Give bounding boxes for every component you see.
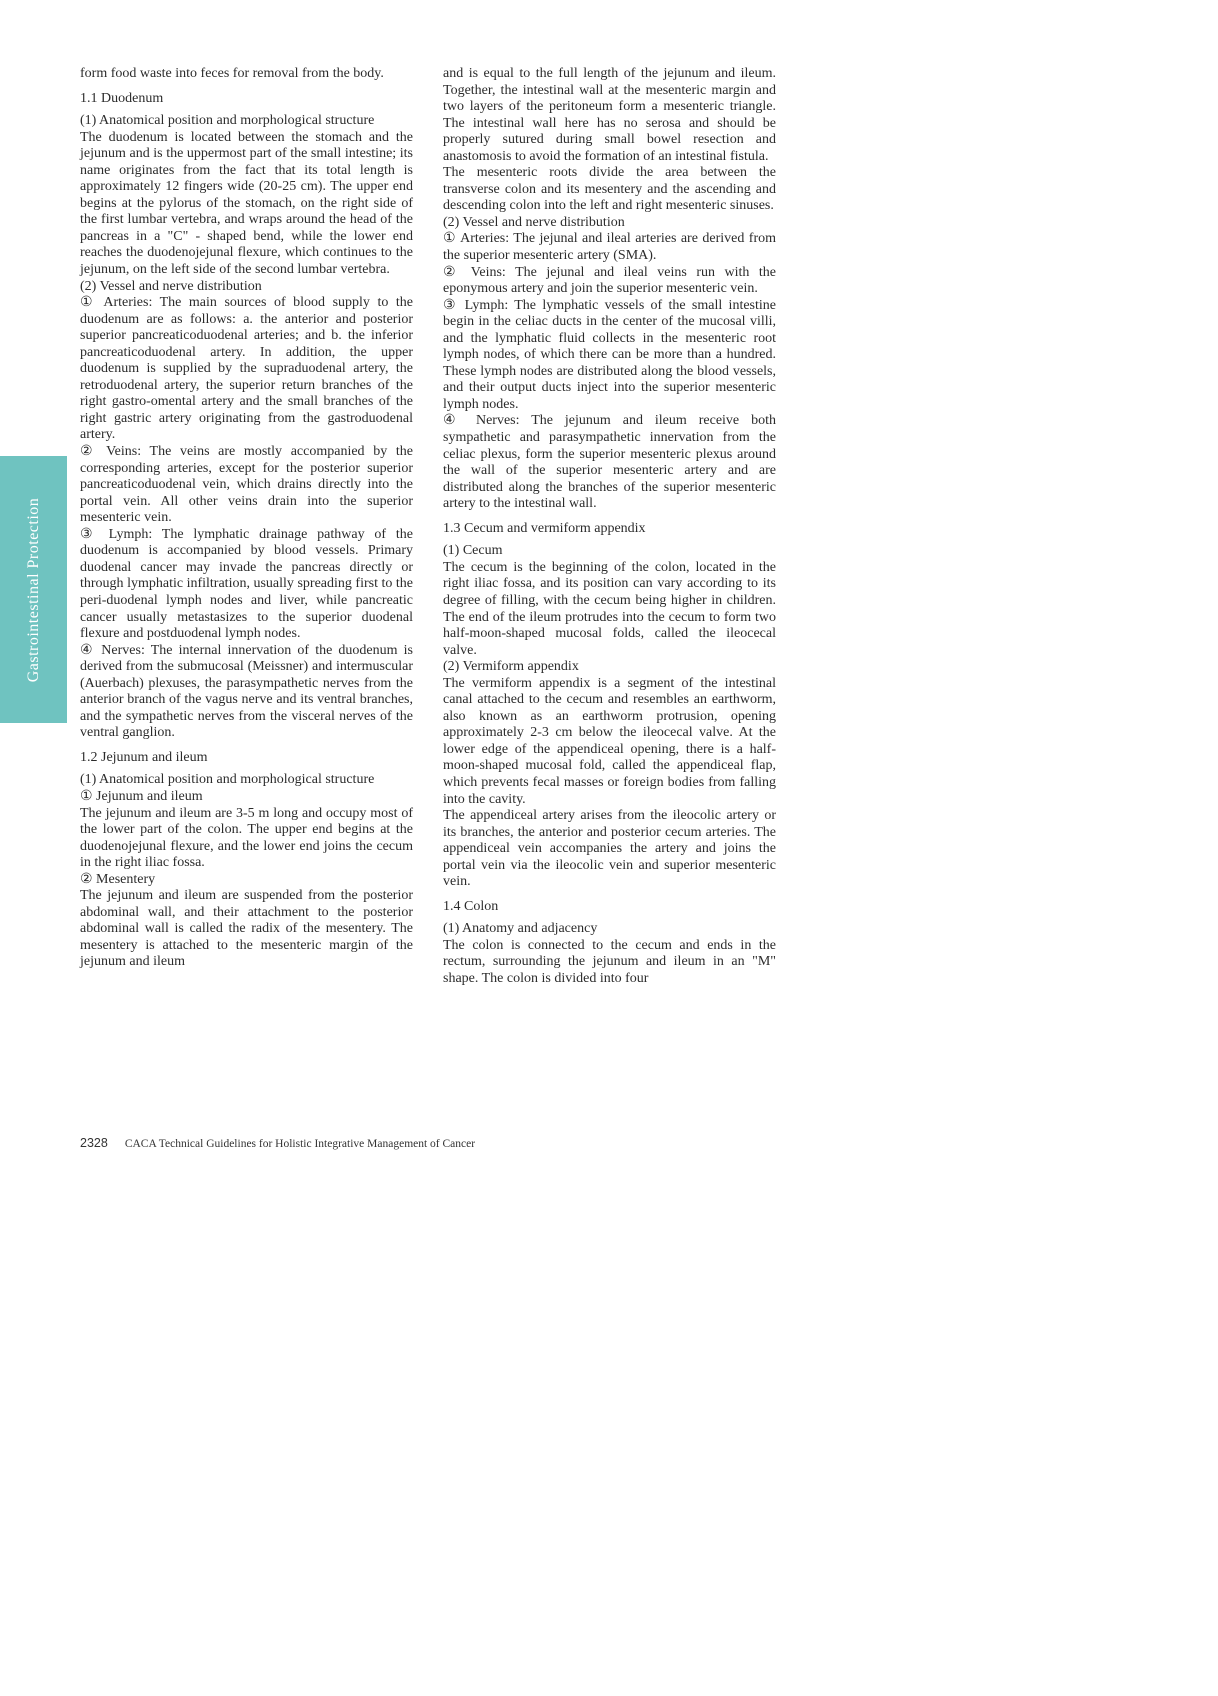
paragraph: form food waste into feces for removal from the body.	[80, 66, 384, 81]
paragraph: ③ Lymph: The lymphatic vessels of the small intestine begin in the celiac ducts in the center of the mucosal villi, and the lymphatic fluid collects in the mesenteric root lymph nodes, of which there can be more than a hundred. These lymph nodes are distributed along the blood vessels, and their output ducts inject into the superior mesenteric lymph nodes.	[443, 297, 776, 412]
page-number: 2328	[80, 1136, 108, 1150]
paragraph: ② Mesentery	[80, 871, 156, 887]
section-heading: 1.4 Colon	[443, 898, 499, 914]
paragraph: ③ Lymph: The lymphatic drainage pathway of the duodenum is accompanied by blood vessels. Primary duodenal cancer may invade the pancreas directly or through lymphatic infiltration, usually spreading first to the peri-duodenal lymph nodes and liver, while pancreatic cancer usually metastasizes to the superior duodenal flexure and postduodenal lymph nodes.	[80, 526, 413, 642]
paragraph: (2) Vessel and nerve distribution	[443, 214, 625, 230]
section-heading: 1.3 Cecum and vermiform appendix	[443, 520, 646, 536]
right-column	[443, 66, 776, 988]
section-heading: 1.2 Jejunum and ileum	[80, 749, 208, 765]
side-section-tab	[0, 456, 67, 723]
paragraph: The colon is connected to the cecum and ends in the rectum, surrounding the jejunum and ileum in an "M" shape. The colon is divided into four	[443, 937, 776, 986]
paragraph: The duodenum is located between the stomach and the jejunum and is the uppermost part of the small intestine; its name originates from the fact that its total length is approximately 12 fingers wide (20-25 cm). The upper end begins at the pylorus of the stomach, on the right side of the first lumbar vertebra, and wraps around the head of the pancreas in a "C" - shaped bend, while the lower end reaches the duodenojejunal flexure, which continues to the jejunum, on the left side of the second lumbar vertebra.	[80, 129, 413, 278]
paragraph: and is equal to the full length of the jejunum and ileum. Together, the intestinal wall at the mesenteric margin and two layers of the peritoneum form a mesenteric triangle. The intestinal wall here has no serosa and should be properly sutured during small bowel resection and anastomosis to avoid the formation of an intestinal fistula.	[443, 66, 776, 164]
paragraph: ① Arteries: The jejunal and ileal arteries are derived from the superior mesenteric artery (SMA).	[443, 231, 776, 264]
paragraph: The appendiceal artery arises from the ileocolic artery or its branches, the anterior and posterior cecum arteries. The appendiceal vein accompanies the artery and joins the portal vein via the ileocolic vein and superior mesenteric vein.	[443, 808, 776, 890]
paragraph: The jejunum and ileum are suspended from the posterior abdominal wall, and their attachment to the posterior abdominal wall is called the radix of the mesentery. The mesentery is attached to the mesenteric margin of the jejunum and ileum	[80, 888, 413, 970]
paragraph: The mesenteric roots divide the area between the transverse colon and its mesentery and the ascending and descending colon into the left and right mesenteric sinuses.	[443, 165, 776, 214]
left-column	[80, 66, 413, 971]
paragraph: (2) Vessel and nerve distribution	[80, 278, 262, 294]
paragraph: ② Veins: The veins are mostly accompanied by the corresponding arteries, except for the posterior superior pancreaticoduodenal vein, which drains directly into the portal vein. All other veins drain into the superior mesenteric vein.	[80, 444, 413, 526]
paragraph: ④ Nerves: The jejunum and ileum receive both sympathetic and parasympathetic innervation from the celiac plexus, form the superior mesenteric plexus around the wall of the superior mesenteric artery and are distributed along the branches of the superior mesenteric artery to the intestinal wall.	[443, 413, 776, 512]
paragraph: The jejunum and ileum are 3-5 m long and occupy most of the lower part of the colon. The upper end begins at the duodenojejunal flexure, and the lower end joins the cecum in the right iliac fossa.	[80, 805, 413, 871]
paragraph: The vermiform appendix is a segment of the intestinal canal attached to the cecum and resembles an earthworm, also known as an earthworm protrusion, opening approximately 2-3 cm below the ileocecal valve. At the lower edge of the appendiceal opening, there is a half-moon-shaped mucosal fold, called the appendiceal flap, which prevents fecal masses or foreign bodies from falling into the cavity.	[443, 675, 776, 807]
paragraph: The cecum is the beginning of the colon, located in the right iliac fossa, and its position can vary according to its degree of filling, with the cecum being higher in children. The end of the ileum protrudes into the cecum to form two half-moon-shaped mucosal folds, called the ileocecal valve.	[443, 559, 776, 658]
paragraph: (1) Anatomy and adjacency	[443, 921, 598, 937]
paragraph: ① Jejunum and ileum	[80, 788, 203, 804]
paragraph: (2) Vermiform appendix	[443, 659, 579, 675]
section-heading: 1.1 Duodenum	[80, 90, 164, 106]
paragraph: ① Arteries: The main sources of blood supply to the duodenum are as follows: a. the anterior and posterior superior pancreaticoduodenal arteries; and b. the inferior pancreaticoduodenal artery. In addition, the upper duodenum is supplied by the supraduodenal artery, the retroduodenal artery, the superior return branches of the right gastro-omental artery and the small branches of the right gastric artery originating from the gastroduodenal artery.	[80, 295, 413, 443]
page-footer	[80, 1136, 475, 1151]
paragraph: (1) Anatomical position and morphological structure	[80, 113, 375, 129]
running-title: CACA Technical Guidelines for Holistic Integrative Management of Cancer	[124, 1138, 476, 1150]
paragraph: ④ Nerves: The internal innervation of the duodenum is derived from the submucosal (Meissner) and intermuscular (Auerbach) plexuses, the parasympathetic nerves from the anterior branch of the vagus nerve and its ventral branches, and the sympathetic nerves from the visceral nerves of the ventral ganglion.	[80, 642, 413, 741]
paragraph: (1) Cecum	[443, 543, 503, 559]
paragraph: ② Veins: The jejunal and ileal veins run with the eponymous artery and join the superior mesenteric vein.	[443, 264, 776, 297]
paragraph: (1) Anatomical position and morphological structure	[80, 772, 375, 788]
side-tab-label: Gastrointestinal Protection	[24, 497, 42, 682]
